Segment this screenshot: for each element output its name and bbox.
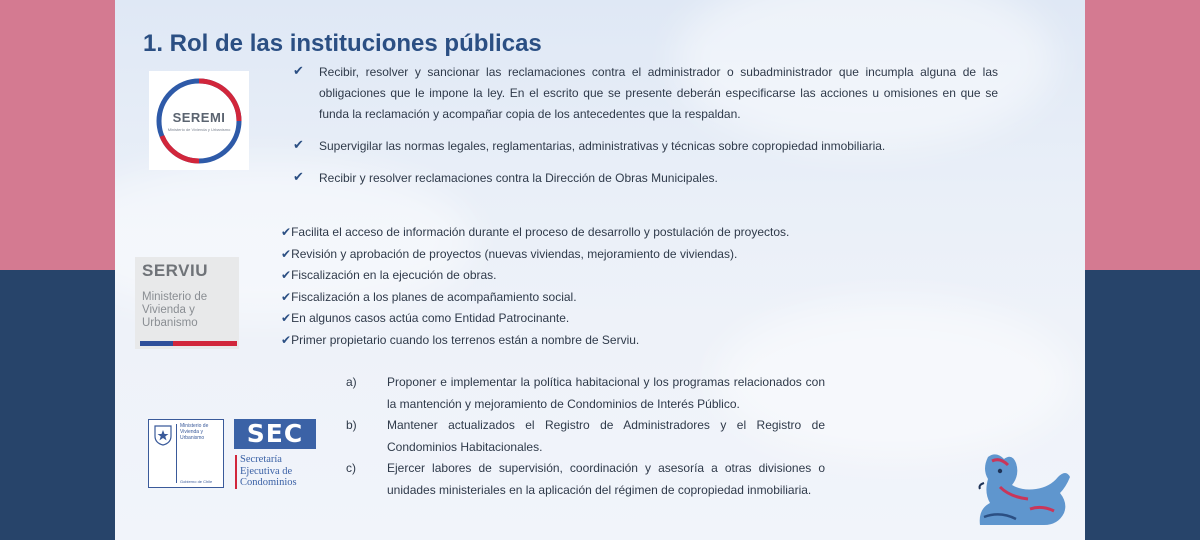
list-item — [281, 265, 921, 287]
sec-logo-sub — [240, 454, 297, 489]
seremi-bullet-list — [293, 62, 998, 200]
list-item — [293, 62, 998, 125]
list-item — [345, 415, 825, 458]
check-icon: ✔ — [293, 169, 304, 184]
check-icon: ✔ — [293, 137, 304, 152]
list-item — [281, 330, 921, 352]
list-item-marker: a) — [346, 375, 357, 389]
sec-logo — [234, 419, 318, 491]
sec-logo-sub-line: Ejecutiva de — [240, 465, 293, 477]
minvu-logo-footer: Gobierno de Chile — [180, 479, 213, 484]
check-icon: ✔ — [281, 246, 292, 261]
serviu-logo — [135, 257, 239, 349]
seremi-logo-sub: Ministerio de Vivienda y Urbanismo — [167, 126, 231, 132]
list-item-text: Primer propietario cuando los terrenos están a nombre de Serviu. — [291, 332, 640, 347]
sec-logo-sub-line: Condominios — [240, 477, 297, 488]
check-icon: ✔ — [281, 289, 292, 304]
list-item-text: Ejercer labores de supervisión, coordinación y asesoría a otras divisiones o unidades ministeriales en la aplicación del régimen de copropiedad inmobiliaria. — [387, 461, 825, 497]
list-item — [281, 287, 921, 309]
serviu-flag-bar — [140, 341, 237, 346]
list-item-text: Fiscalización en la ejecución de obras. — [291, 268, 497, 283]
sec-logo-name: SEC — [234, 419, 316, 449]
list-item-text: Revisión y aprobación de proyectos (nuevas viviendas, mejoramiento de viviendas). — [291, 246, 738, 261]
list-item-text: Supervigilar las normas legales, reglamentarias, administrativas y técnicas sobre copropiedad inmobiliaria. — [319, 139, 886, 153]
check-icon: ✔ — [293, 63, 304, 78]
list-item-text: Recibir y resolver reclamaciones contra la Dirección de Obras Municipales. — [319, 171, 718, 185]
check-icon: ✔ — [281, 332, 292, 347]
list-item-marker: b) — [346, 418, 357, 433]
list-item — [345, 372, 825, 415]
list-item-text: Facilita el acceso de información durante el proceso de desarrollo y postulación de proyectos. — [291, 225, 790, 239]
list-item — [293, 168, 998, 189]
slide — [115, 0, 1085, 540]
check-icon: ✔ — [281, 311, 292, 326]
serviu-bullet-list — [281, 222, 921, 352]
seremi-logo — [149, 71, 249, 170]
list-item-marker: c) — [346, 461, 356, 476]
list-item-text: En algunos casos actúa como Entidad Patrocinante. — [291, 311, 570, 326]
sec-lettered-list — [345, 372, 825, 502]
list-item — [293, 136, 998, 157]
list-item-text: Fiscalización a los planes de acompañamiento social. — [291, 289, 577, 304]
list-item — [281, 222, 921, 244]
serviu-logo-name: SERVIU — [142, 261, 208, 280]
seremi-logo-name: SEREMI — [172, 109, 226, 125]
sec-logo-sub-line: Secretaría — [240, 454, 282, 465]
list-item-text: Recibir, resolver y sancionar las reclamaciones contra el administrador o subadministrador que incumpla alguna de las obligaciones que le impone la ley. En el escrito que se presente deberán especificarse las acciones u omisiones en que se funda la reclamación y acompañar copia de los antecedentes que la respaldan. — [319, 65, 998, 121]
list-item-text: Proponer e implementar la política habitacional y los programas relacionados con la mantención y mejoramiento de Condominios de Interés Público. — [387, 375, 825, 411]
dog-illustration-icon — [970, 447, 1074, 527]
list-item — [281, 308, 921, 330]
minvu-logo — [148, 419, 224, 488]
list-item-text: Mantener actualizados el Registro de Administradores y el Registro de Condominios Habitacionales. — [387, 418, 825, 454]
list-item — [345, 458, 825, 501]
serviu-logo-sub: Ministerio de Vivienda y Urbanismo — [142, 291, 208, 329]
chile-shield-icon — [153, 424, 173, 446]
list-item — [281, 244, 921, 266]
check-icon: ✔ — [281, 268, 292, 283]
page-title: 1. Rol de las instituciones públicas — [143, 30, 542, 57]
check-icon: ✔ — [281, 225, 292, 239]
minvu-logo-text: Ministerio de Vivienda y Urbanismo — [180, 423, 209, 441]
